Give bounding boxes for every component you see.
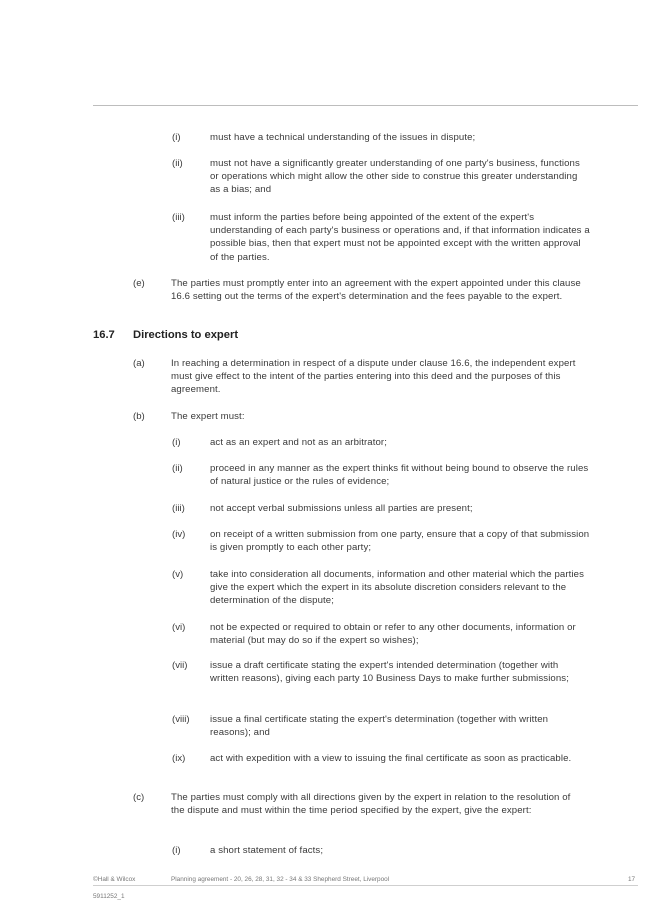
item-text: must not have a significantly greater understanding of one party's business, functions or operations which might allow the other side to construe this greater understanding as a bias; and [210, 158, 580, 196]
paragraph-text: In reaching a determination in respect of a dispute under clause 16.6, the independent expert must give effect to the intent of the parties entering into this deed and the purposes of this agreement. [171, 358, 576, 396]
footer-document-title: Planning agreement - 20, 26, 28, 31, 32 - 34 & 33 Shepherd Street, Liverpool [171, 876, 390, 883]
item-text: must have a technical understanding of the issues in dispute; [210, 132, 476, 143]
paragraph-text: The expert must: [171, 411, 245, 422]
paragraph-text: The parties must comply with all directions given by the expert in relation to the resolution of the dispute and must within the time period specified by the expert, give the expert: [171, 792, 571, 817]
item-text: act as an expert and not as an arbitrator; [210, 437, 387, 448]
item-label: (iii) [172, 503, 185, 514]
item-label: (v) [172, 569, 184, 580]
paragraph-label: (c) [133, 792, 145, 803]
section-title: Directions to expert [133, 329, 239, 341]
item-label: (iii) [172, 212, 185, 223]
item-text: must inform the parties before being appointed of the extent of the expert's understanding of each party's business or operations and, if that information indicates a possible bias, then that expert must not be appointed except with the written approval of the parties. [210, 212, 590, 263]
header-rule [93, 105, 638, 106]
footer-reference: 5911252_1 [93, 893, 125, 900]
item-label: (ii) [172, 158, 183, 169]
item-label: (i) [172, 845, 181, 856]
item-label: (vi) [172, 622, 186, 633]
item-text: take into consideration all documents, information and other material which the parties give the expert which the expert in its absolute discretion considers relevant to the determination of the dispute; [210, 569, 584, 607]
item-text: not be expected or required to obtain or refer to any other documents, information or material (but may do so if the expert so wishes); [210, 622, 576, 647]
item-text: a short statement of facts; [210, 845, 324, 856]
item-text: issue a final certificate stating the expert's determination (together with written reasons); and [210, 714, 549, 739]
item-label: (ix) [172, 753, 186, 764]
paragraph-label: (e) [133, 278, 145, 289]
footer-page-number: 17 [628, 876, 636, 883]
item-label: (ii) [172, 463, 183, 474]
item-text: on receipt of a written submission from one party, ensure that a copy of that submission is given promptly to each other party; [210, 529, 590, 554]
item-label: (i) [172, 132, 181, 143]
item-text: act with expedition with a view to issuing the final certificate as soon as practicable. [210, 753, 572, 764]
item-label: (iv) [172, 529, 186, 540]
item-text: proceed in any manner as the expert thinks fit without being bound to observe the rules of natural justice or the rules of evidence; [210, 463, 589, 488]
item-text: not accept verbal submissions unless all parties are present; [210, 503, 473, 514]
paragraph-label: (a) [133, 358, 145, 369]
item-label: (viii) [172, 714, 190, 725]
item-label: (vii) [172, 660, 188, 671]
paragraph-text: The parties must promptly enter into an agreement with the expert appointed under this clause 16.6 setting out the terms of the expert's determination and the fees payable to the expert. [171, 278, 581, 303]
item-text: issue a draft certificate stating the expert's intended determination (together with written reasons), giving each party 10 Business Days to make further submissions; [210, 660, 569, 685]
footer-rule [93, 885, 638, 886]
footer-firm: ©Hall & Wilcox [93, 876, 136, 883]
item-label: (i) [172, 437, 181, 448]
paragraph-label: (b) [133, 411, 145, 422]
section-number: 16.7 [93, 329, 115, 341]
